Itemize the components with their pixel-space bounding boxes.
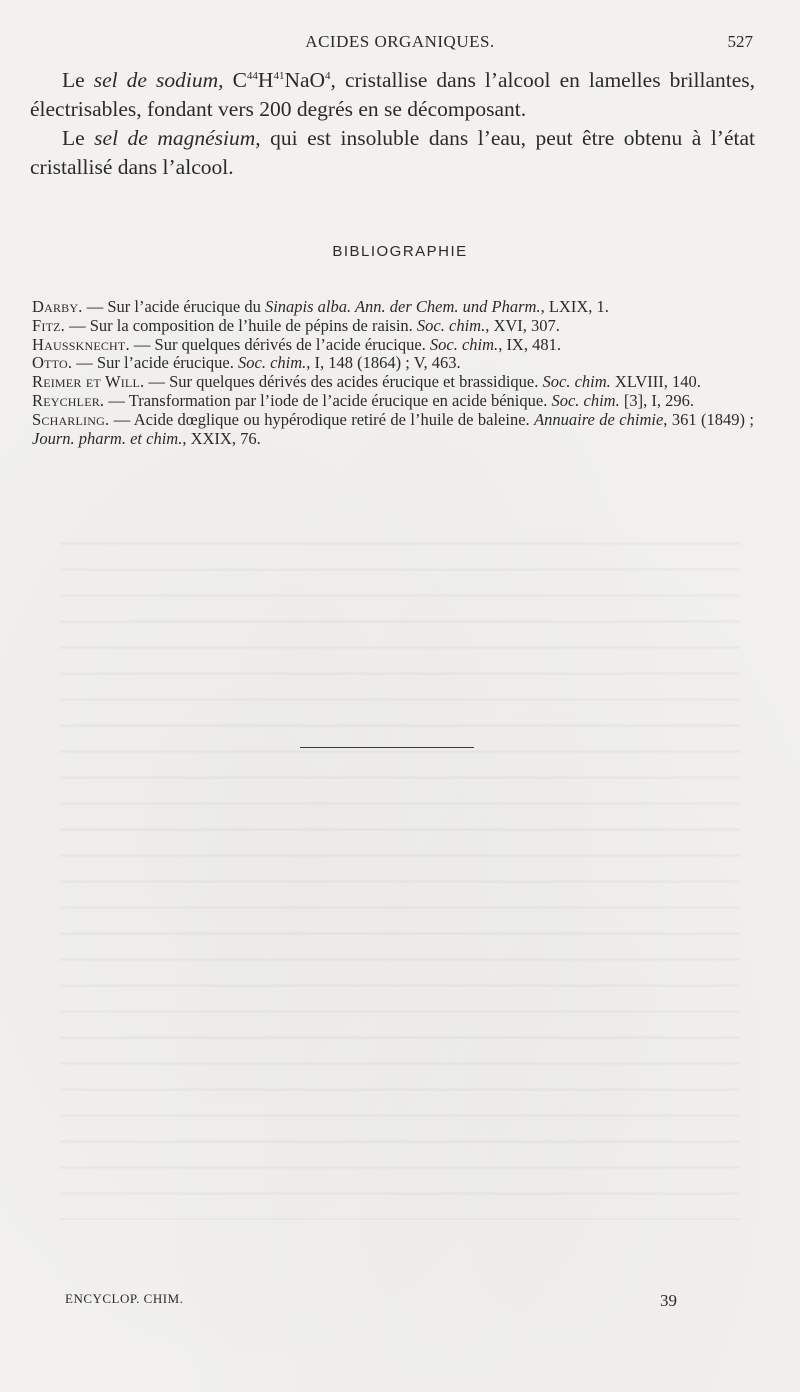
section-title: BIBLIOGRAPHIE [332, 243, 468, 260]
bibliography-entry [32, 373, 754, 392]
entry-author: Otto. [32, 353, 73, 373]
show-through-texture [60, 520, 740, 1220]
entry-author: Scharling. [32, 409, 110, 429]
entry-tail: [3], I, 296. [619, 390, 694, 410]
entry-author: Reimer et Will. [32, 372, 145, 392]
entry-tail: , 361 (1849) ; [663, 409, 754, 429]
entry-source: Soc. chim. [429, 334, 499, 354]
entry-source-secondary: Journ. pharm. et chim. [32, 428, 183, 448]
formula-part: H [257, 68, 274, 93]
running-head [0, 32, 800, 54]
section-end-rule [300, 747, 474, 748]
formula-part: , [330, 68, 336, 93]
entry-tail: , IX, 481. [498, 334, 561, 354]
entry-text: — Acide dœglique ou hypérodique retiré de l’huile de baleine. [109, 409, 535, 429]
italic-term: sel de magnésium, [94, 126, 261, 151]
entry-author: Darby. [32, 297, 83, 316]
entry-text: — Sur l’acide érucique du [82, 297, 265, 316]
entry-text: — Transformation par l’iode de l’acide érucique en acide bénique. [104, 390, 552, 410]
italic-term: sel de sodium, [93, 68, 224, 93]
paragraph-lead: Le [62, 68, 94, 93]
formula-part: NaO [284, 68, 326, 93]
entry-source: Soc. chim. [542, 372, 611, 392]
entry-tail: , XVI, 307. [485, 315, 560, 335]
paragraph-rest: qui est insoluble dans l’eau, peut être obtenu à l’état cristallisé dans l’alcool. [30, 126, 755, 180]
entry-tail: , I, 148 (1864) ; V, 463. [306, 353, 461, 373]
entry-tail: XLVIII, 140. [610, 372, 701, 392]
entry-author: Fitz. [32, 315, 65, 335]
footer-signature: ENCYCLOP. CHIM. [65, 1291, 184, 1306]
entry-text: — Sur quelques dérivés des acides érucique et brassidique. [144, 372, 543, 392]
entry-text: — Sur quelques dérivés de l’acide érucique. [129, 334, 430, 354]
bibliography-entry [32, 411, 754, 449]
formula-subscript: 4 [325, 70, 331, 82]
bibliography-entry [32, 354, 754, 373]
bibliography-entry [32, 298, 754, 317]
entry-source: Soc. chim. [416, 315, 486, 335]
bibliography-entry [32, 317, 754, 336]
entry-source: Annuaire de chimie [534, 409, 664, 429]
bibliography-entry [32, 336, 754, 355]
entry-text: — Sur la composition de l’huile de pépins de raisin. [64, 315, 417, 335]
entry-tail: , LXIX, 1. [540, 297, 609, 316]
entry-tail-secondary: , XXIX, 76. [182, 428, 261, 448]
bibliography-list [32, 298, 754, 448]
entry-author: Haussknecht. [32, 334, 130, 354]
page-number: 527 [727, 32, 753, 51]
footer-sheet-number: 39 [660, 1291, 677, 1310]
entry-text: — Sur l’acide érucique. [72, 353, 239, 373]
entry-source: Soc. chim. [238, 353, 307, 373]
bibliography-entry [32, 392, 754, 411]
entry-author: Reychler. [32, 390, 105, 410]
paragraph-lead: Le [62, 126, 95, 151]
body-text [30, 62, 755, 182]
formula-part: C [223, 68, 247, 93]
paragraph-rest: cristallise dans l’alcool en lamelles brillantes, électrisables, fondant vers 200 degrés en se décomposant. [30, 68, 755, 122]
paragraph-sodium-salt [30, 62, 755, 124]
paragraph-magnesium-salt [30, 124, 755, 182]
formula [224, 68, 336, 92]
entry-source: Soc. chim. [551, 390, 620, 410]
formula-subscript: 41 [273, 70, 285, 82]
formula-subscript: 44 [246, 70, 258, 82]
entry-source: Sinapis alba. Ann. der Chem. und Pharm. [264, 297, 541, 316]
running-title: ACIDES ORGANIQUES. [305, 32, 495, 51]
